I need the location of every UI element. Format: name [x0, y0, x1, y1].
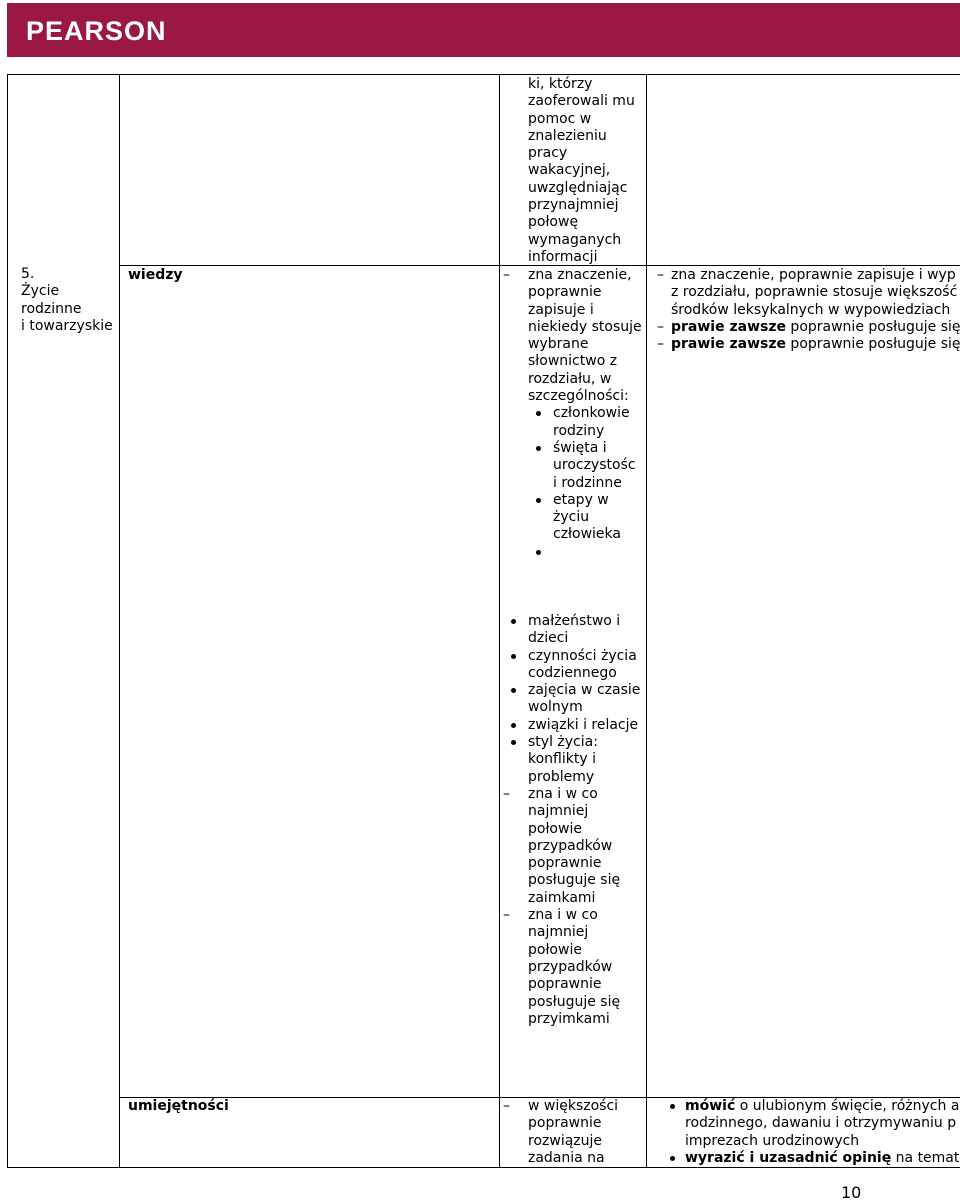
list-item — [659, 1098, 960, 1115]
criterion-item — [503, 267, 642, 561]
list-item: czynności życia codziennego — [503, 648, 642, 683]
criterion-item — [657, 319, 960, 336]
criterion-item: – zna i w co najmniej połowie przypadków poprawnie posługuje się przyimkami — [503, 907, 642, 1028]
wiedzy-criteria-right — [657, 267, 960, 353]
list-item-text: małżeństwo i dzieci — [528, 613, 621, 647]
criterion-text: – zna znaczenie, poprawnie zapisuje i niekiedy stosuje wybrane słownictwo z rozdziału, w szczególności: — [528, 267, 642, 405]
row-title-line: rodzinne — [21, 300, 82, 317]
row-title — [21, 266, 117, 335]
list-item — [503, 613, 642, 648]
table-bottom-border — [7, 1167, 960, 1168]
list-item-text: rodzinnego, dawaniu i otrzymywaniu p — [685, 1115, 957, 1132]
carryover-text: ki, którzy zaoferowali mu pomoc w znalezieniu pracy wakacyjnej, uwzględniając przynajmniej połowę wymaganych informacji — [528, 76, 635, 265]
criterion-item: – zna i w co najmniej połowie przypadków poprawnie posługuje się zaimkami — [503, 786, 642, 907]
wiedzy-criteria-part-b — [503, 613, 642, 1028]
criterion-item: – w większości poprawnie rozwiązuje zadania na — [503, 1098, 642, 1167]
list-item-text: imprezach urodzinowych — [685, 1132, 860, 1149]
emphasis-text: prawie zawsze — [671, 336, 786, 353]
pearson-logo: PEARSON — [26, 16, 167, 46]
list-item-text: na temat — [891, 1149, 960, 1166]
list-item: związki i relacje — [503, 717, 642, 734]
header-bar — [7, 3, 960, 57]
page-number: 10 — [841, 1183, 862, 1202]
emphasis-text: mówić — [685, 1098, 736, 1114]
column-divider-3 — [646, 74, 647, 1168]
criterion-text: poprawnie posługuje się — [785, 336, 960, 353]
row-title-line: Życie — [21, 283, 60, 300]
row-title-line: i towarzyskie — [21, 317, 113, 334]
umiejetnosci-criteria — [503, 1098, 642, 1167]
column-divider-1 — [119, 74, 120, 1168]
list-item: święta i uroczystośc i rodzinne — [528, 440, 642, 492]
criterion-text: poprawnie posługuje się — [785, 318, 960, 335]
list-item: zajęcia w czasie wolnym — [503, 682, 642, 717]
row-number: 5. — [21, 266, 35, 282]
list-item — [659, 1150, 960, 1167]
category-label-umiejetnosci: umiejętności — [128, 1098, 229, 1114]
category-label-wiedzy: wiedzy — [128, 267, 183, 283]
list-item: członkowie rodziny — [528, 405, 642, 440]
list-item-text: o ulubionym święcie, różnych a — [735, 1098, 960, 1114]
list-item: styl życia: konflikty i problemy — [503, 734, 642, 786]
emphasis-text: wyrazić i uzasadnić opinię — [685, 1149, 892, 1166]
umiejetnosci-criteria-right — [659, 1098, 960, 1167]
table-top-border — [7, 74, 960, 75]
criterion-text: – zna znaczenie, poprawnie zapisuje i wyp — [657, 267, 960, 284]
criterion-item — [657, 336, 960, 353]
emphasis-text: prawie zawsze — [671, 318, 786, 335]
column-divider-2 — [499, 74, 500, 1168]
list-item: etapy w życiu człowieka — [528, 492, 642, 544]
wiedzy-criteria-part-a — [503, 267, 642, 561]
table-left-border — [7, 74, 8, 1168]
criterion-text: środków leksykalnych w wypowiedziach — [671, 301, 951, 318]
criterion-text: z rozdziału, poprawnie stosuje większość — [671, 284, 958, 301]
list-item — [528, 544, 642, 561]
